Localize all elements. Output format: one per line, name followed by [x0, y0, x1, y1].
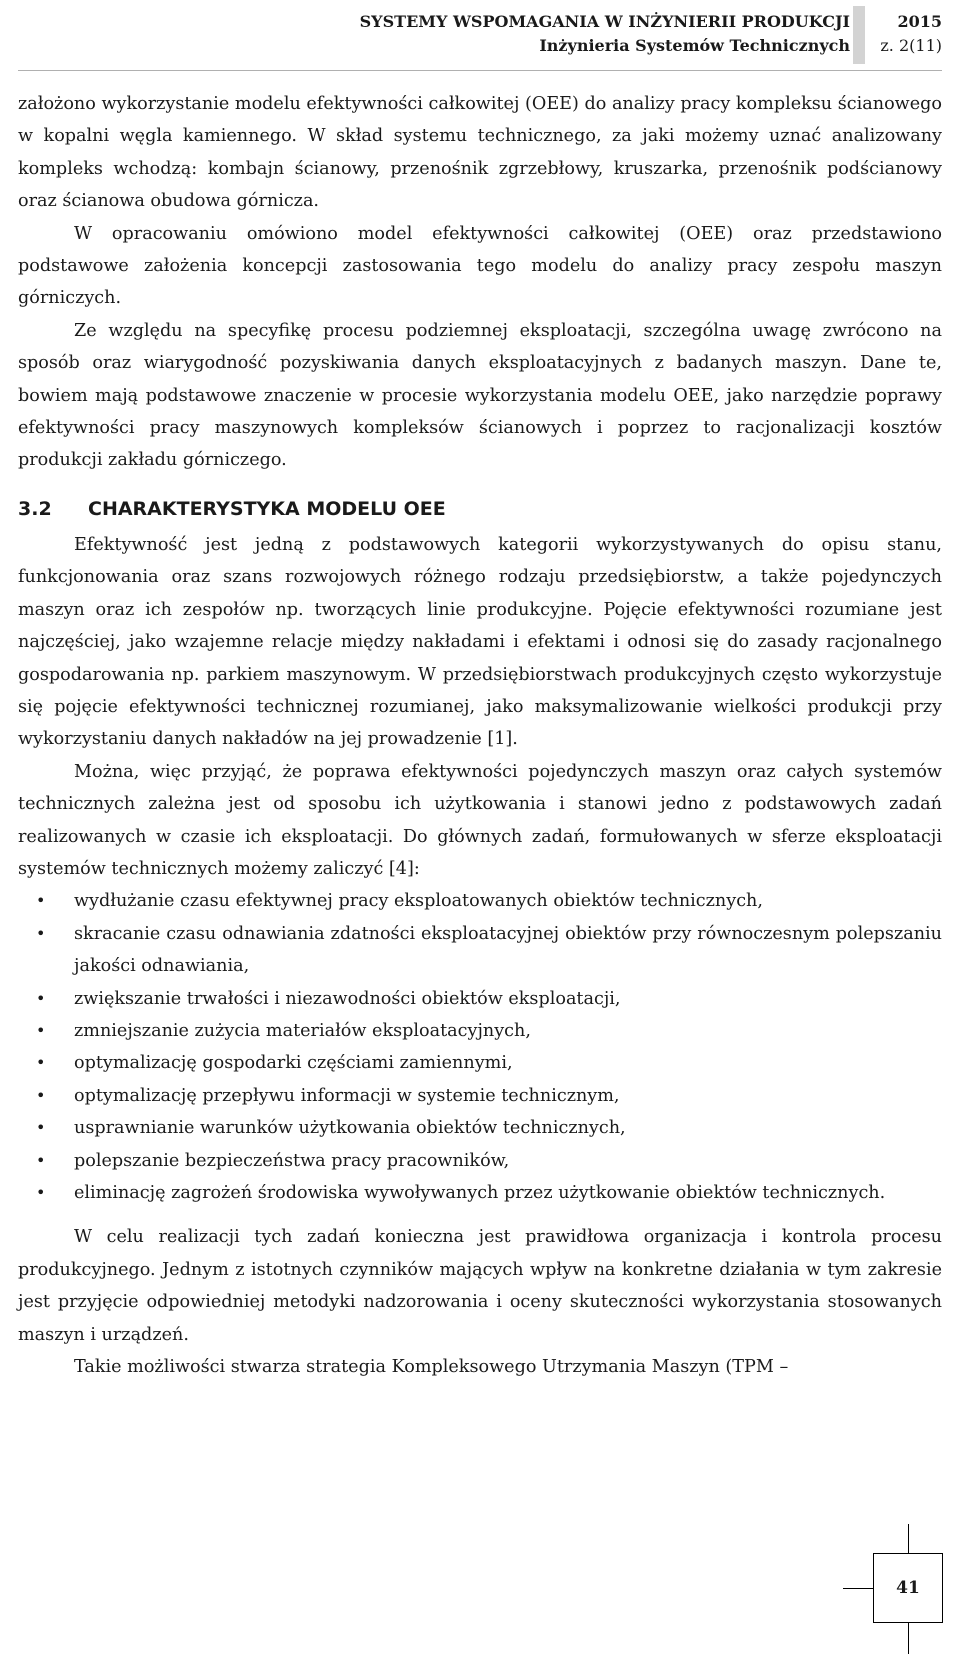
- bullet-icon: •: [36, 891, 46, 911]
- journal-title-line1: SYSTEMY WSPOMAGANIA W INŻYNIERII PRODUKCJI: [359, 12, 850, 31]
- header-rule: [18, 70, 942, 71]
- list-item: • eliminację zagrożeń środowiska wywoływanych przez użytkowanie obiektów technicznych.: [18, 1177, 942, 1209]
- paragraph: Można, więc przyjąć, że poprawa efektywności pojedynczych maszyn oraz całych systemów technicznych zależna jest od sposobu ich użytkowania i stanowi jedno z podstawowych zadań realizowanych w czasie ich eksploatacji. Do głównych zadań, formułowanych w sferze eksploatacji systemów technicznych możemy zaliczyć [4]:: [18, 761, 942, 879]
- issue-number: z. 2(11): [880, 36, 942, 55]
- issue-info: [862, 10, 942, 58]
- task-list: [18, 885, 942, 1209]
- page-number-rule-top: [908, 1524, 909, 1553]
- list-item: • wydłużanie czasu efektywnej pracy eksploatowanych obiektów technicznych,: [18, 885, 942, 917]
- list-item: • skracanie czasu odnawiania zdatności eksploatacyjnej obiektów przy równoczesnym polepszaniu jakości odnawiania,: [18, 918, 942, 983]
- bullet-icon: •: [36, 1020, 46, 1040]
- list-item: • zwiększanie trwałości i niezawodności obiektów eksploatacji,: [18, 983, 942, 1015]
- issue-year: 2015: [897, 12, 942, 31]
- running-header: [0, 6, 960, 62]
- bullet-icon: •: [36, 1118, 46, 1138]
- paragraph: Ze względu na specyfikę procesu podziemnej eksploatacji, szczególna uwagę zwrócono na sposób oraz wiarygodność pozyskiwania danych eksploatacyjnych z badanych maszyn. Dane te, bowiem mają podstawowe znaczenie w procesie wykorzystania modelu OEE, jako narzędzie poprawy efektywności pracy maszynowych kompleksów ścianowych i poprzez to racjonalizacji kosztów produkcji zakładu górniczego.: [18, 320, 942, 471]
- list-item: • polepszanie bezpieczeństwa pracy pracowników,: [18, 1145, 942, 1177]
- section-number: 3.2: [18, 497, 52, 520]
- paragraph: założono wykorzystanie modelu efektywności całkowitej (OEE) do analizy pracy kompleksu ścianowego w kopalni węgla kamiennego. W skład systemu technicznego, za jaki możemy uznać analizowany kompleks wchodzą: kombajn ścianowy, przenośnik zgrzebłowy, kruszarka, przenośnik podścianowy oraz ścianowa obudowa górnicza.: [18, 94, 942, 212]
- list-item: • usprawnianie warunków użytkowania obiektów technicznych,: [18, 1112, 942, 1144]
- page-number-rule-left: [843, 1588, 873, 1589]
- list-item: • optymalizację gospodarki częściami zamiennymi,: [18, 1047, 942, 1079]
- list-item: • zmniejszanie zużycia materiałów eksploatacyjnych,: [18, 1015, 942, 1047]
- journal-title-line2: Inżynieria Systemów Technicznych: [539, 36, 850, 55]
- paragraph: W celu realizacji tych zadań konieczna jest prawidłowa organizacja i kontrola procesu produkcyjnego. Jednym z istotnych czynników mających wpływ na konkretne działania w tym zakresie jest przyjęcie odpowiedniej metodyki nadzorowania i oceny skuteczności wykorzystania stosowanych maszyn i urządzeń.: [18, 1227, 942, 1345]
- section-heading: [18, 493, 942, 525]
- paragraph: Efektywność jest jedną z podstawowych kategorii wykorzystywanych do opisu stanu, funkcjonowania oraz szans rozwojowych różnego rodzaju przedsiębiorstw, a także pojedynczych maszyn oraz ich zespołów np. tworzących linie produkcyjne. Pojęcie efektywności rozumiane jest najczęściej, jako wzajemne relacje między nakładami i efektami i odnosi się do zasady racjonalnego gospodarowania np. parkiem maszynowym. W przedsiębiorstwach produkcyjnych często wykorzystuje się pojęcie efektywności technicznej rozumianej, jako maksymalizowanie wielkości produkcji przy wykorzystaniu danych nakładów na jej prowadzenie [1].: [18, 534, 942, 750]
- bullet-icon: •: [36, 923, 46, 943]
- bullet-icon: •: [36, 1085, 46, 1105]
- bullet-icon: •: [36, 1150, 46, 1170]
- journal-title: [360, 10, 850, 58]
- bullet-icon: •: [36, 1183, 46, 1202]
- page-body: [18, 88, 942, 1383]
- paragraph: Takie możliwości stwarza strategia Kompleksowego Utrzymania Maszyn (TPM –: [74, 1357, 789, 1378]
- page-number-rule-bottom: [908, 1623, 909, 1654]
- section-title: CHARAKTERYSTYKA MODELU OEE: [88, 497, 446, 520]
- list-item: • optymalizację przepływu informacji w systemie technicznym,: [18, 1080, 942, 1112]
- paragraph: W opracowaniu omówiono model efektywności całkowitej (OEE) oraz przedstawiono podstawowe założenia koncepcji zastosowania tego modelu do analizy pracy zespołu maszyn górniczych.: [18, 223, 942, 309]
- page-number: 41: [873, 1553, 943, 1623]
- bullet-icon: •: [36, 1053, 46, 1073]
- bullet-icon: •: [36, 988, 46, 1008]
